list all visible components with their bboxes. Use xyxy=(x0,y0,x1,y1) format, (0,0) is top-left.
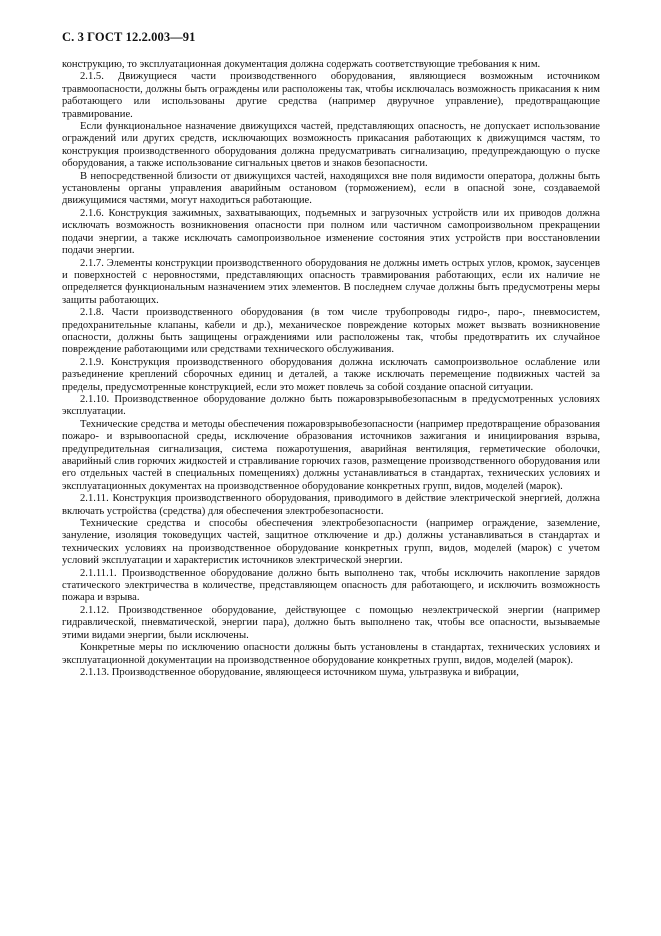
paragraph-2-1-12: 2.1.12. Производственное оборудование, действующее с помощью неэлектрической энергии (например гидравлической, пневматической, энергии пара), должно быть выполнено так, чтобы все опасности, вызываемые этими видами энергии, были исключены. xyxy=(62,604,600,641)
paragraph-2-1-11: 2.1.11. Конструкция производственного оборудования, приводимого в действие электрической энергией, должна включать устройства (средства) для обеспечения электробезопасности. xyxy=(62,493,600,517)
document-body xyxy=(62,59,600,679)
paragraph-2-1-12-measures: Конкретные меры по исключению опасности должны быть установлены в стандартах, технических условиях и эксплуатационной документации на производственное оборудование конкретных групп, видов, моделей (марок). xyxy=(62,642,600,666)
page-header: С. 3 ГОСТ 12.2.003—91 xyxy=(62,30,196,44)
paragraph-2-1-5-functional: Если функциональное назначение движущихся частей, представляющих опасность, не допускает использование ограждений или других средств, исключающих возможность прикасания работающих к движущимся частям, то конструкция производственного оборудования должна предусматривать сигнализацию, предупреждающую о пуске оборудования, а также использование сигнальных цветов и знаков безопасности. xyxy=(62,121,600,170)
paragraph-2-1-13: 2.1.13. Производственное оборудование, являющееся источником шума, ультразвука и вибрации, xyxy=(80,666,519,678)
paragraph-2-1-10-fire-methods: Технические средства и методы обеспечения пожаровзрывобезопасности (например предотвращение образования пожаро- и взрывоопасной среды, исключение образования источников зажигания и инициирования взрыва, предупредительная сигнализация, система пожаротушения, аварийная вентиляция, герметические оболочки, аварийный слив горючих жидкостей и стравливание горючих газов, размещение производственного оборудования или его отдельных частей в специальных помещениях) должны устанавливаться в стандартах, технических условиях и эксплуатационных документах на производственное оборудование конкретных групп, видов, моделей (марок). xyxy=(62,418,600,492)
paragraph-2-1-11-electrical-means: Технические средства и способы обеспечения электробезопасности (например ограждение, заземление, зануление, изоляция токоведущих частей, защитное отключение и др.) должны устанавливаться в стандартах и технических условиях на производственное оборудование конкретных групп, видов, моделей (марок) с учетом условий эксплуатации и характеристик источников электрической энергии. xyxy=(62,518,600,567)
document-page xyxy=(62,30,600,679)
paragraph-2-1-10: 2.1.10. Производственное оборудование должно быть пожаровзрывобезопасным в предусмотренных условиях эксплуатации. xyxy=(62,393,600,418)
paragraph-2-1-5: 2.1.5. Движущиеся части производственного оборудования, являющиеся возможным источником травмоопасности, должны быть ограждены или расположены так, чтобы исключалась возможность прикасания к ним работающего или использованы другие средства (например двуручное управление), предотвращающие травмирование. xyxy=(62,71,600,120)
paragraph-2-1-5-emergency-stop: В непосредственной близости от движущихся частей, находящихся вне поля видимости оператора, должны быть установлены органы управления аварийным остановом (торможением), если в опасной зоне, создаваемой движущимися частями, могут находиться работающие. xyxy=(62,170,600,207)
paragraph-2-1-11-1: 2.1.11.1. Производственное оборудование должно быть выполнено так, чтобы исключить накопление зарядов статического электричества в количестве, представляющем опасность для работающего, и исключить возможность пожара и взрыва. xyxy=(62,567,600,604)
paragraph-2-1-7: 2.1.7. Элементы конструкции производственного оборудования не должны иметь острых углов, кромок, заусенцев и поверхностей с неровностями, представляющих опасность травмирования работающих, если их наличие не определяется функциональным назначением этих элементов. В последнем случае должны быть предусмотрены меры защиты работающих. xyxy=(62,257,600,306)
paragraph-continuation: конструкцию, то эксплуатационная документация должна содержать соответствующие требования к ним. xyxy=(62,59,541,70)
paragraph-2-1-6: 2.1.6. Конструкция зажимных, захватывающих, подъемных и загрузочных устройств или их приводов должна исключать возможность возникновения опасности при полном или частичном самопроизвольном прекращении подачи энергии, а также исключать самопроизвольное изменение состояния этих устройств при восстановлении подачи энергии. xyxy=(62,207,600,257)
paragraph-2-1-8: 2.1.8. Части производственного оборудования (в том числе трубопроводы гидро-, паро-, пневмосистем, предохранительные клапаны, кабели и др.), механическое повреждение которых может вызвать возникновение опасности, должны быть защищены ограждениями или расположены так, чтобы предотвратить их случайное повреждение работающими или средствами технического обслуживания. xyxy=(62,307,600,356)
paragraph-2-1-9: 2.1.9. Конструкция производственного оборудования должна исключать самопроизвольное ослабление или разъединение креплений сборочных единиц и деталей, а также исключать перемещение подвижных частей за пределы, предусмотренные конструкцией, если это может повлечь за собой создание опасной ситуации. xyxy=(62,356,600,393)
